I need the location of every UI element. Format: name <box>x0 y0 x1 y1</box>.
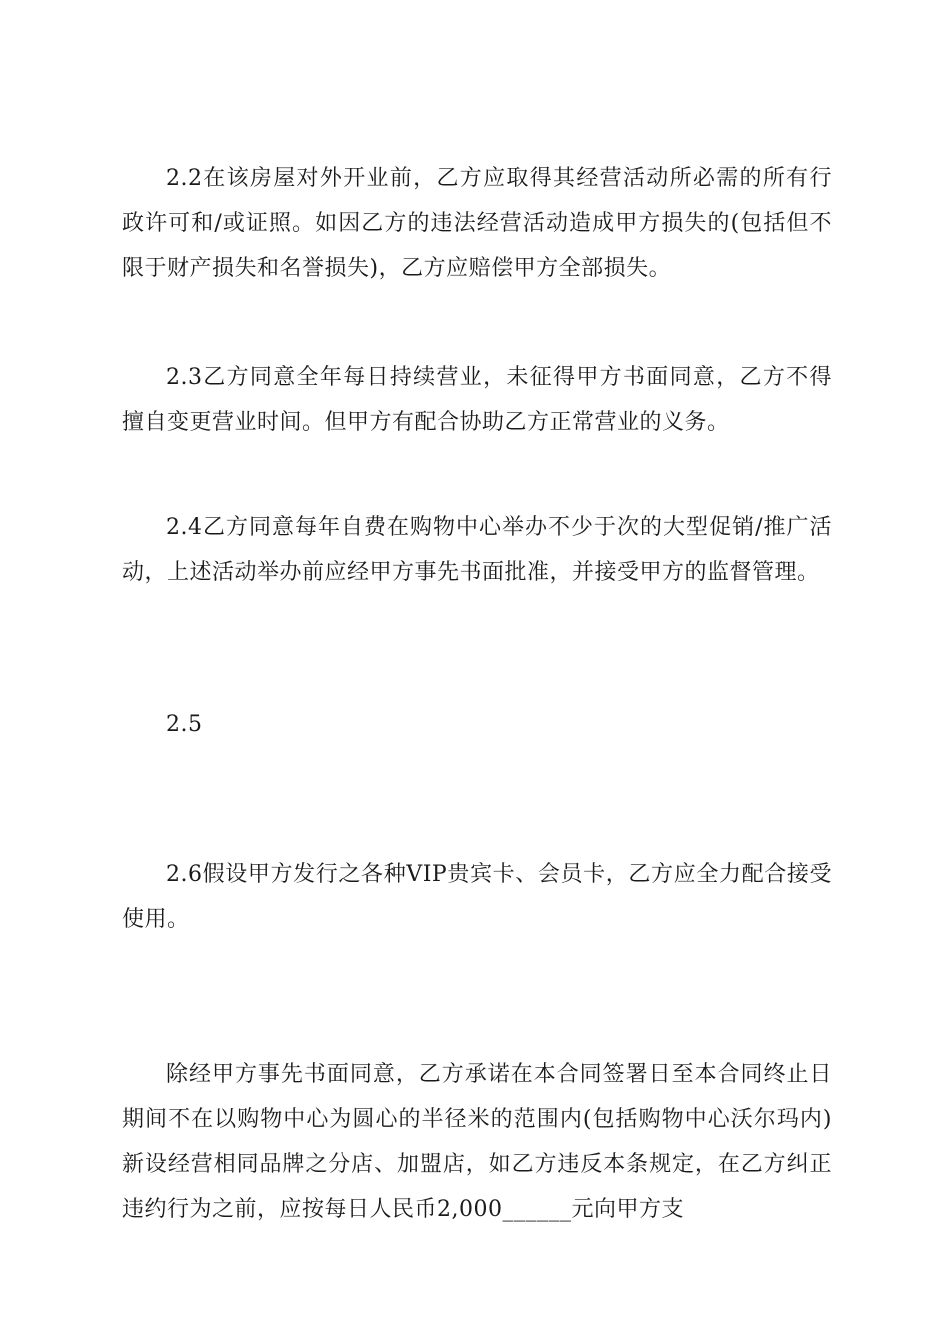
paragraph-2-2: 2.2在该房屋对外开业前，乙方应取得其经营活动所必需的所有行政许可和/或证照。如因乙方的违法经营活动造成甲方损失的(包括但不限于财产损失和名誉损失)，乙方应赔偿甲方全部损失。 <box>122 166 832 281</box>
paragraph-2-4: 2.4乙方同意每年自费在购物中心举办不少于次的大型促销/推广活动，上述活动举办前应经甲方事先书面批准，并接受甲方的监督管理。 <box>122 515 832 585</box>
paragraph-2-3: 2.3乙方同意全年每日持续营业，未征得甲方书面同意，乙方不得擅自变更营业时间。但甲方有配合协助乙方正常营业的义务。 <box>122 365 832 435</box>
paragraph-non-compete: 除经甲方事先书面同意，乙方承诺在本合同签署日至本合同终止日期间不在以购物中心为圆心的半径米的范围内(包括购物中心沃尔玛内)新设经营相同品牌之分店、加盟店，如乙方违反本条规定，在乙方纠正违约行为之前，应按每日人民币2,000______元向甲方支 <box>122 1062 832 1222</box>
paragraph-2-5: 2.5 <box>166 712 203 737</box>
paragraph-2-6: 2.6假设甲方发行之各种VIP贵宾卡、会员卡，乙方应全力配合接受使用。 <box>122 862 832 932</box>
